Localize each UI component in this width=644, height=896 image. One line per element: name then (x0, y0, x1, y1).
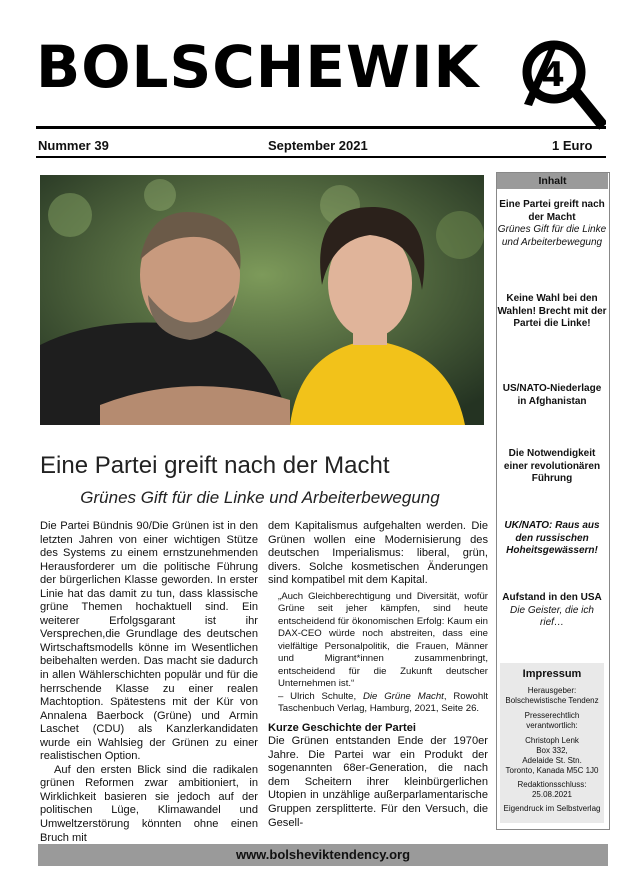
contents-item-title: US/NATO-Niederlage in Afghanistan (502, 383, 602, 407)
impressum-street: Adelaide St. Stn. (522, 756, 582, 765)
block-quote (278, 591, 488, 716)
contents-item[interactable] (497, 448, 607, 486)
impressum-publisher-label: Herausgeber: (527, 686, 577, 695)
contents-heading: Inhalt (497, 173, 608, 189)
impressum-self-publish: Eigendruck im Selbstverlag (503, 804, 601, 813)
section-heading: Kurze Geschichte der Partei (268, 721, 416, 734)
contents-item-subtitle: Grünes Gift für die Linke und Arbeiterbewegung (497, 224, 607, 248)
logo-number: 4 (541, 55, 565, 95)
contents-item-title: UK/NATO: Raus aus den russischen Hoheitsgewässern! (504, 520, 600, 557)
cover-photo (40, 175, 484, 425)
impressum-deadline (500, 780, 604, 800)
article-paragraph: Die Partei Bündnis 90/Die Grünen ist in den letzten Jahren von einer wichtigen Stütze des Systems zu einem ernstzunehmenden Herausforderer um die politische Führung der bürgerlichen Klasse geworden. In erster Linie hat das damit zu tun, dass klassische grüne Themen hochaktuell sind. Ein weiterer Erfolgsgarant ist ihr Versprechen,die Grundlage des deutschen Wirtschaftsmodells könne im Wesentlichen beibehalten werden. Das macht sie dadurch in allen Wählerschichten populär und für die herrschende Klasse zu einer realen Machtoption. Spätestens mit der Kür von Annalena Baerbock (Grüne) und Armin Laschet (CDU) als Kanzlerkandidaten wurde ein Wahlsieg der Grünen zu einer realistischen Option. (40, 520, 258, 763)
impressum-deadline-date: 25.08.2021 (531, 790, 573, 799)
quote-source-post: , Rowohlt Taschenbuch Verlag, Hamburg, 2021, Seite 26. (278, 690, 488, 715)
impressum-city: Toronto, Kanada M5C 1J0 (505, 766, 599, 775)
impressum-publisher (500, 686, 604, 706)
impressum-box-number: Box 332, (536, 746, 568, 755)
quote-text: „Auch Gleichberechtigung und Diversität, wofür Grüne seit jeher kämpfen, sind heute entscheidend für ökonomischen Erfolg: Kaum ein DAX-CEO würde noch abstreiten, dass eine vielfältige Personalpolitik, die Frauen, Männer und Migrant*innen zusammenbringt, entscheidend für die Zukunft deutscher Unternehmen ist.“ (278, 590, 488, 690)
impressum-address (500, 736, 604, 776)
issue-price: 1 Euro (552, 138, 593, 153)
masthead-title: BOLSCHEWIK (36, 33, 480, 101)
masthead-rule-bottom (36, 156, 606, 158)
contents-item-title: Die Notwendigkeit einer revolutionären Führung (503, 448, 601, 485)
article-paragraph: Die Grünen entstanden Ende der 1970er Jahre. Die Partei war ein Produkt der sogenannten 68er-Generation, die nach dem Scheitern ihrer kleinbürgerlichen Utopien in unzählige außerparlamentarische Gruppen zersplitterte. Für den Versuch, die Gesell- (268, 735, 488, 829)
article-paragraph: Auf den ersten Blick sind die radikalen grünen Reformen zwar ambitioniert, in Wirklichkeit basieren sie jedoch auf der politischen Lüge, Klimawandel und Umweltzerstörung könnten ohne einen Bruch mit (40, 763, 258, 844)
photo-illustration (40, 175, 484, 425)
masthead-rule-top (36, 126, 606, 129)
impressum-name: Christoph Lenk (525, 736, 579, 745)
contents-item-title: Eine Partei greift nach der Macht (499, 199, 605, 223)
contents-item[interactable] (497, 520, 607, 558)
quote-source-title: Die Grüne Macht (363, 690, 444, 702)
article-column-1 (40, 520, 258, 845)
impressum-heading: Impressum (522, 668, 582, 680)
contents-item-subtitle: Die Geister, die ich rief… (510, 604, 594, 629)
article-headline: Eine Partei greift nach der Macht (40, 452, 390, 479)
article-subheadline: Grünes Gift für die Linke und Arbeiterbewegung (80, 488, 440, 507)
impressum-publisher-name: Bolschewistische Tendenz (505, 696, 599, 705)
contents-item[interactable] (497, 592, 607, 630)
footer-url[interactable]: www.bolsheviktendency.org (235, 847, 411, 862)
contents-item[interactable] (497, 293, 607, 331)
quote-source-pre: – Ulrich Schulte, (278, 690, 363, 702)
issue-date: September 2021 (268, 138, 368, 153)
contents-item[interactable] (497, 199, 607, 249)
footer-url-bar[interactable] (38, 844, 608, 866)
impressum-deadline-label: Redaktionsschluss: (517, 780, 587, 789)
contents-item-title: Aufstand in den USA (502, 592, 602, 603)
article-column-2 (268, 520, 488, 830)
impressum-responsible (500, 711, 604, 731)
hammer-sickle-logo (516, 34, 606, 134)
contents-item-title: Keine Wahl bei den Wahlen! Brecht mit der Partei die Linke! (497, 293, 607, 330)
impressum-responsible-label: Presserechtlich verantwortlich: (524, 711, 580, 730)
issue-number: Nummer 39 (38, 138, 109, 153)
article-paragraph: dem Kapitalismus aufgehalten werden. Die Grünen wollen eine Modernisierung des deutschen Imperialismus: liberal, grün, divers. Solche kosmetischen Änderungen sind kompatibel mit dem Kapital. (268, 520, 488, 587)
contents-item[interactable] (497, 383, 607, 408)
